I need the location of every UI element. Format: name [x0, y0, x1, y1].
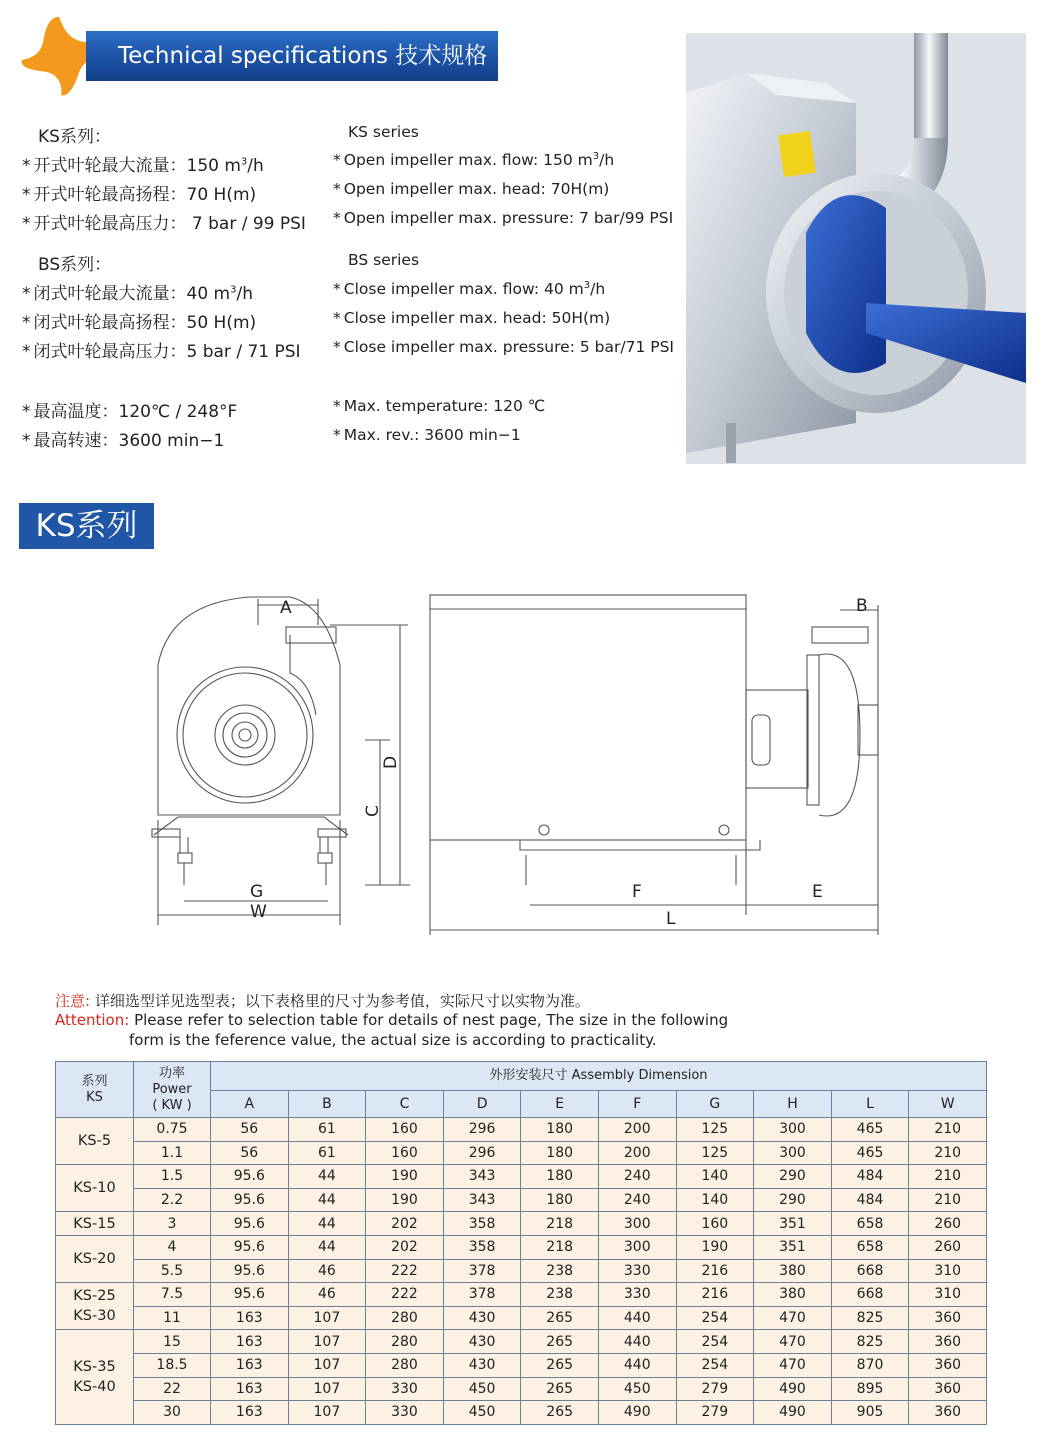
- spec-value: 40 m: [186, 284, 231, 304]
- spec-value: 7 bar / 99 PSI: [186, 214, 306, 234]
- series-cell: [56, 1165, 134, 1212]
- misc-en-line: [333, 397, 545, 415]
- dimension-cell: 265: [521, 1401, 599, 1425]
- dimension-cell: 218: [521, 1235, 599, 1259]
- front-view: [152, 597, 410, 925]
- column-header: C: [366, 1091, 444, 1118]
- dimension-cell: 107: [288, 1353, 366, 1377]
- ks-en-title: KS series: [348, 123, 419, 141]
- dimension-cell: 360: [909, 1401, 987, 1425]
- dimension-cell: 265: [521, 1306, 599, 1330]
- dimension-cell: 279: [676, 1401, 754, 1425]
- power-header-en: Power: [152, 1081, 192, 1097]
- series-name: KS-25: [73, 1288, 116, 1305]
- bullet-mark: *: [22, 156, 31, 176]
- spec-label: Close impeller max. pressure:: [343, 338, 580, 357]
- note-en-text-1: Please refer to selection table for details of nest page, The size in the following: [129, 1011, 729, 1029]
- spec-label: Max. temperature:: [343, 397, 494, 415]
- table-row: [56, 1188, 987, 1212]
- dimension-cell: 300: [754, 1118, 832, 1142]
- spec-label: Open impeller max. flow:: [343, 151, 544, 170]
- series-name: KS-5: [77, 1133, 112, 1150]
- dimension-cell: 265: [521, 1330, 599, 1354]
- power-header: [134, 1062, 211, 1118]
- spec-label: 最高温度：: [33, 402, 119, 422]
- bullet-mark: *: [22, 342, 31, 362]
- bullet-mark: *: [333, 338, 341, 357]
- table-row: [56, 1306, 987, 1330]
- series-header-en: KS: [86, 1089, 103, 1105]
- power-cell: 18.5: [134, 1353, 211, 1377]
- dimension-cell: 825: [831, 1330, 909, 1354]
- table-row: [56, 1401, 987, 1425]
- dimension-cell: 180: [521, 1141, 599, 1165]
- dimension-cell: 378: [443, 1283, 521, 1307]
- dimension-cell: 825: [831, 1306, 909, 1330]
- dimension-cell: 279: [676, 1377, 754, 1401]
- dim-label-f: F: [632, 882, 642, 902]
- ks-cn-line: [22, 209, 306, 234]
- dim-label-w: W: [250, 902, 267, 922]
- dimension-cell: 222: [366, 1283, 444, 1307]
- spec-label: Close impeller max. head:: [343, 309, 552, 328]
- dimension-cell: 290: [754, 1188, 832, 1212]
- power-cell: 15: [134, 1330, 211, 1354]
- spec-label: Close impeller max. flow:: [343, 280, 544, 299]
- pump-photo: [686, 33, 1026, 464]
- dimension-cell: 265: [521, 1377, 599, 1401]
- dimension-cell: 210: [909, 1165, 987, 1189]
- table-row: [56, 1283, 987, 1307]
- dimension-cell: 330: [366, 1377, 444, 1401]
- bs-cn-title: BS系列：: [38, 255, 112, 275]
- dimension-cell: 95.6: [211, 1283, 289, 1307]
- dim-label-e: E: [812, 882, 823, 902]
- spec-value: 7 bar/99 PSI: [579, 209, 674, 228]
- dimension-cell: 107: [288, 1330, 366, 1354]
- bullet-mark: *: [22, 402, 31, 422]
- spec-value: 120℃ / 248°F: [118, 402, 238, 422]
- dimension-cell: 470: [754, 1306, 832, 1330]
- dimension-cell: 290: [754, 1165, 832, 1189]
- dimension-cell: 895: [831, 1377, 909, 1401]
- spec-tail: /h: [599, 151, 615, 170]
- dimension-cell: 95.6: [211, 1212, 289, 1236]
- assembly-dimension-table: [55, 1061, 987, 1425]
- dimension-cell: 440: [598, 1306, 676, 1330]
- bs-en-line: [333, 338, 674, 356]
- bullet-mark: *: [22, 214, 31, 234]
- ks-en-line: [333, 180, 609, 198]
- dimension-cell: 358: [443, 1235, 521, 1259]
- dimension-cell: 44: [288, 1188, 366, 1212]
- dimension-cell: 254: [676, 1353, 754, 1377]
- table-row: [56, 1141, 987, 1165]
- dimension-cell: 430: [443, 1330, 521, 1354]
- dimension-cell: 107: [288, 1306, 366, 1330]
- series-header-cn: 系列: [81, 1073, 108, 1089]
- power-cell: 2.2: [134, 1188, 211, 1212]
- ks-cn-line: [22, 151, 264, 176]
- dimension-cell: 190: [366, 1165, 444, 1189]
- bullet-mark: *: [22, 284, 31, 304]
- dimension-cell: 330: [598, 1259, 676, 1283]
- dimension-cell: 440: [598, 1330, 676, 1354]
- series-cell: [56, 1212, 134, 1236]
- power-cell: 7.5: [134, 1283, 211, 1307]
- bs-en-title: BS series: [348, 251, 420, 269]
- spec-label: 闭式叶轮最高压力：: [33, 342, 187, 362]
- power-cell: 1.5: [134, 1165, 211, 1189]
- table-row: [56, 1212, 987, 1236]
- spec-label: Open impeller max. pressure:: [343, 209, 580, 228]
- series-cell: [56, 1118, 134, 1165]
- dimension-cell: 330: [598, 1283, 676, 1307]
- dimension-cell: 658: [831, 1235, 909, 1259]
- dimension-cell: 310: [909, 1283, 987, 1307]
- dimension-cell: 163: [211, 1377, 289, 1401]
- bs-en-line: [333, 309, 610, 327]
- column-header: W: [909, 1091, 987, 1118]
- bullet-mark: *: [22, 185, 31, 205]
- spec-value: 70H(m): [550, 180, 610, 199]
- series-name: KS-10: [73, 1180, 116, 1197]
- dimension-cell: 44: [288, 1165, 366, 1189]
- dimension-cell: 380: [754, 1283, 832, 1307]
- table-row: [56, 1235, 987, 1259]
- dimension-cell: 180: [521, 1118, 599, 1142]
- dimension-cell: 210: [909, 1118, 987, 1142]
- dimension-cell: 360: [909, 1306, 987, 1330]
- dimension-cell: 360: [909, 1353, 987, 1377]
- bullet-mark: *: [22, 431, 31, 451]
- dimension-cell: 216: [676, 1283, 754, 1307]
- dimension-cell: 484: [831, 1165, 909, 1189]
- dimension-cell: 351: [754, 1212, 832, 1236]
- dim-label-g: G: [250, 882, 264, 902]
- dimension-cell: 450: [598, 1377, 676, 1401]
- bullet-mark: *: [333, 209, 341, 228]
- dimension-cell: 107: [288, 1377, 366, 1401]
- dimension-cell: 163: [211, 1401, 289, 1425]
- power-cell: 22: [134, 1377, 211, 1401]
- dim-label-b: B: [856, 596, 868, 616]
- dimension-cell: 95.6: [211, 1259, 289, 1283]
- series-header: [56, 1062, 134, 1118]
- power-header-cn: 功率: [158, 1065, 185, 1081]
- dimension-cell: 465: [831, 1141, 909, 1165]
- dimension-cell: 218: [521, 1212, 599, 1236]
- table-row: [56, 1118, 987, 1142]
- dimension-cell: 378: [443, 1259, 521, 1283]
- dimension-cell: 222: [366, 1259, 444, 1283]
- spec-label: 闭式叶轮最高扬程：: [33, 313, 187, 333]
- column-header: D: [443, 1091, 521, 1118]
- spec-tail: /h: [247, 156, 264, 176]
- dimension-cell: 216: [676, 1259, 754, 1283]
- spec-value: 3600 min−1: [118, 431, 225, 451]
- dimension-cell: 260: [909, 1212, 987, 1236]
- dimension-cell: 484: [831, 1188, 909, 1212]
- dimension-cell: 296: [443, 1141, 521, 1165]
- dimension-drawing: [140, 585, 900, 935]
- bullet-mark: *: [333, 180, 341, 199]
- note-en-line2: form is the feference value, the actual size is according to practicality.: [129, 1031, 657, 1049]
- dimension-cell: 95.6: [211, 1235, 289, 1259]
- column-header: F: [598, 1091, 676, 1118]
- ks-series-heading: KS系列: [19, 503, 154, 549]
- dimension-cell: 140: [676, 1165, 754, 1189]
- spec-value: 40 m: [543, 280, 584, 299]
- spec-value: 50H(m): [551, 309, 611, 328]
- dimension-cell: 300: [598, 1235, 676, 1259]
- dimension-cell: 254: [676, 1306, 754, 1330]
- dimension-cell: 202: [366, 1212, 444, 1236]
- spec-label: Max. rev.:: [343, 426, 425, 444]
- dimension-cell: 163: [211, 1353, 289, 1377]
- spec-sup: 3: [592, 151, 600, 162]
- dim-label-c: C: [363, 805, 383, 817]
- dimension-cell: 44: [288, 1212, 366, 1236]
- dim-label-a: A: [280, 598, 292, 618]
- dimension-cell: 470: [754, 1353, 832, 1377]
- dimension-cell: 300: [754, 1141, 832, 1165]
- dimension-cell: 56: [211, 1141, 289, 1165]
- dimension-cell: 163: [211, 1330, 289, 1354]
- dimension-cell: 343: [443, 1165, 521, 1189]
- power-cell: 0.75: [134, 1118, 211, 1142]
- assembly-header: 外形安装尺寸 Assembly Dimension: [211, 1062, 987, 1091]
- column-header: H: [754, 1091, 832, 1118]
- dimension-cell: 450: [443, 1377, 521, 1401]
- dimension-cell: 380: [754, 1259, 832, 1283]
- column-header: B: [288, 1091, 366, 1118]
- dimension-cell: 46: [288, 1259, 366, 1283]
- ks-en-line: [333, 151, 614, 169]
- dimension-cell: 440: [598, 1353, 676, 1377]
- dimension-cell: 107: [288, 1401, 366, 1425]
- series-cell: [56, 1283, 134, 1330]
- dimension-cell: 668: [831, 1259, 909, 1283]
- dimension-cell: 163: [211, 1306, 289, 1330]
- dimension-cell: 56: [211, 1118, 289, 1142]
- table-row: [56, 1165, 987, 1189]
- spec-value: 3600 min−1: [424, 426, 521, 444]
- dimension-cell: 351: [754, 1235, 832, 1259]
- series-name: KS-35: [73, 1359, 116, 1376]
- power-cell: 3: [134, 1212, 211, 1236]
- dimension-cell: 254: [676, 1330, 754, 1354]
- dimension-cell: 296: [443, 1118, 521, 1142]
- bs-en-line: [333, 280, 605, 298]
- misc-cn-line: [22, 426, 224, 451]
- note-cn-text: 详细选型详见选型表；以下表格里的尺寸为参考值，实际尺寸以实物为准。: [90, 992, 590, 1010]
- dimension-cell: 343: [443, 1188, 521, 1212]
- series-cell: [56, 1235, 134, 1282]
- dimension-cell: 360: [909, 1330, 987, 1354]
- dimension-cell: 450: [443, 1401, 521, 1425]
- bullet-mark: *: [22, 313, 31, 333]
- dimension-cell: 160: [676, 1212, 754, 1236]
- bullet-mark: *: [333, 151, 341, 170]
- dimension-cell: 44: [288, 1235, 366, 1259]
- bs-cn-line: [22, 308, 256, 333]
- series-cell: [56, 1330, 134, 1424]
- spec-label: Open impeller max. head:: [343, 180, 551, 199]
- dimension-cell: 180: [521, 1165, 599, 1189]
- dimension-cell: 280: [366, 1353, 444, 1377]
- power-header-unit: ( KW ): [152, 1097, 192, 1113]
- dimension-cell: 300: [598, 1212, 676, 1236]
- dimension-cell: 430: [443, 1353, 521, 1377]
- series-name: KS-30: [73, 1308, 116, 1325]
- power-cell: 1.1: [134, 1141, 211, 1165]
- misc-en-line: [333, 426, 521, 444]
- dimension-cell: 140: [676, 1188, 754, 1212]
- spec-label: 开式叶轮最大流量：: [33, 156, 187, 176]
- spec-banner: [86, 31, 498, 81]
- spec-value: 120 ℃: [493, 397, 546, 415]
- dimension-cell: 465: [831, 1118, 909, 1142]
- column-header: E: [521, 1091, 599, 1118]
- dimension-cell: 905: [831, 1401, 909, 1425]
- dimension-cell: 180: [521, 1188, 599, 1212]
- dimension-cell: 95.6: [211, 1188, 289, 1212]
- series-name: KS-20: [73, 1251, 116, 1268]
- table-row: [56, 1353, 987, 1377]
- column-header: L: [831, 1091, 909, 1118]
- note-en: [55, 1011, 728, 1029]
- power-cell: 30: [134, 1401, 211, 1425]
- series-name: KS-15: [73, 1215, 116, 1232]
- dimension-cell: 210: [909, 1141, 987, 1165]
- spec-value: 50 H(m): [186, 313, 257, 333]
- dimension-cell: 240: [598, 1188, 676, 1212]
- dimension-cell: 358: [443, 1212, 521, 1236]
- dimension-cell: 125: [676, 1118, 754, 1142]
- dimension-cell: 200: [598, 1141, 676, 1165]
- dimension-cell: 265: [521, 1353, 599, 1377]
- dimension-cell: 95.6: [211, 1165, 289, 1189]
- spec-value: 5 bar / 71 PSI: [186, 342, 301, 362]
- dimension-cell: 46: [288, 1283, 366, 1307]
- ks-cn-line: [22, 180, 256, 205]
- dimension-cell: 260: [909, 1235, 987, 1259]
- spec-label: 最高转速：: [33, 431, 119, 451]
- dimension-cell: 430: [443, 1306, 521, 1330]
- note-en-label: Attention:: [55, 1011, 130, 1029]
- dim-label-l: L: [666, 909, 676, 929]
- dimension-cell: 490: [598, 1401, 676, 1425]
- note-cn: [55, 990, 590, 1011]
- banner-title: Technical specifications 技术规格: [118, 43, 488, 69]
- dimension-cell: 160: [366, 1118, 444, 1142]
- spec-label: 开式叶轮最高压力：: [33, 214, 187, 234]
- dimension-cell: 490: [754, 1401, 832, 1425]
- spec-sup: 3: [230, 284, 237, 296]
- bullet-mark: *: [333, 426, 341, 444]
- ks-en-line: [333, 209, 673, 227]
- bullet-mark: *: [333, 397, 341, 415]
- bullet-mark: *: [333, 280, 341, 299]
- bullet-mark: *: [333, 309, 341, 328]
- dimension-cell: 202: [366, 1235, 444, 1259]
- dimension-cell: 200: [598, 1118, 676, 1142]
- table-body: [56, 1118, 987, 1425]
- power-cell: 11: [134, 1306, 211, 1330]
- spec-sup: 3: [583, 280, 591, 291]
- dimension-cell: 310: [909, 1259, 987, 1283]
- dimension-cell: 61: [288, 1141, 366, 1165]
- dimension-cell: 870: [831, 1353, 909, 1377]
- spec-value: 5 bar/71 PSI: [579, 338, 674, 357]
- table-row: [56, 1259, 987, 1283]
- power-cell: 4: [134, 1235, 211, 1259]
- spec-tail: /h: [236, 284, 253, 304]
- column-header: G: [676, 1091, 754, 1118]
- dimension-cell: 668: [831, 1283, 909, 1307]
- misc-cn-line: [22, 397, 237, 422]
- spec-sup: 3: [240, 156, 248, 168]
- spec-label: 闭式叶轮最大流量：: [33, 284, 187, 304]
- spec-value: 70 H(m): [186, 185, 257, 205]
- dimension-cell: 280: [366, 1330, 444, 1354]
- dimension-cell: 61: [288, 1118, 366, 1142]
- dimension-cell: 238: [521, 1259, 599, 1283]
- spec-value: 150 m: [543, 151, 593, 170]
- bs-cn-line: [22, 337, 301, 362]
- dimension-cell: 490: [754, 1377, 832, 1401]
- column-header: A: [211, 1091, 289, 1118]
- ks-cn-title: KS系列：: [38, 127, 111, 147]
- dimension-cell: 360: [909, 1377, 987, 1401]
- spec-tail: /h: [590, 280, 606, 299]
- dimension-cell: 190: [366, 1188, 444, 1212]
- dim-label-d: D: [381, 755, 401, 769]
- side-view: [430, 595, 878, 935]
- dimension-cell: 330: [366, 1401, 444, 1425]
- dimension-cell: 470: [754, 1330, 832, 1354]
- dimension-cell: 125: [676, 1141, 754, 1165]
- dimension-cell: 210: [909, 1188, 987, 1212]
- note-cn-label: 注意:: [55, 992, 91, 1010]
- spec-label: 开式叶轮最高扬程：: [33, 185, 187, 205]
- bs-cn-line: [22, 279, 253, 304]
- dimension-cell: 658: [831, 1212, 909, 1236]
- dimension-cell: 280: [366, 1306, 444, 1330]
- dimension-cell: 190: [676, 1235, 754, 1259]
- table-row: [56, 1377, 987, 1401]
- table-row: [56, 1330, 987, 1354]
- dimension-cell: 160: [366, 1141, 444, 1165]
- spec-value: 150 m: [186, 156, 241, 176]
- power-cell: 5.5: [134, 1259, 211, 1283]
- dimension-cell: 240: [598, 1165, 676, 1189]
- dimension-cell: 238: [521, 1283, 599, 1307]
- series-name: KS-40: [73, 1379, 116, 1396]
